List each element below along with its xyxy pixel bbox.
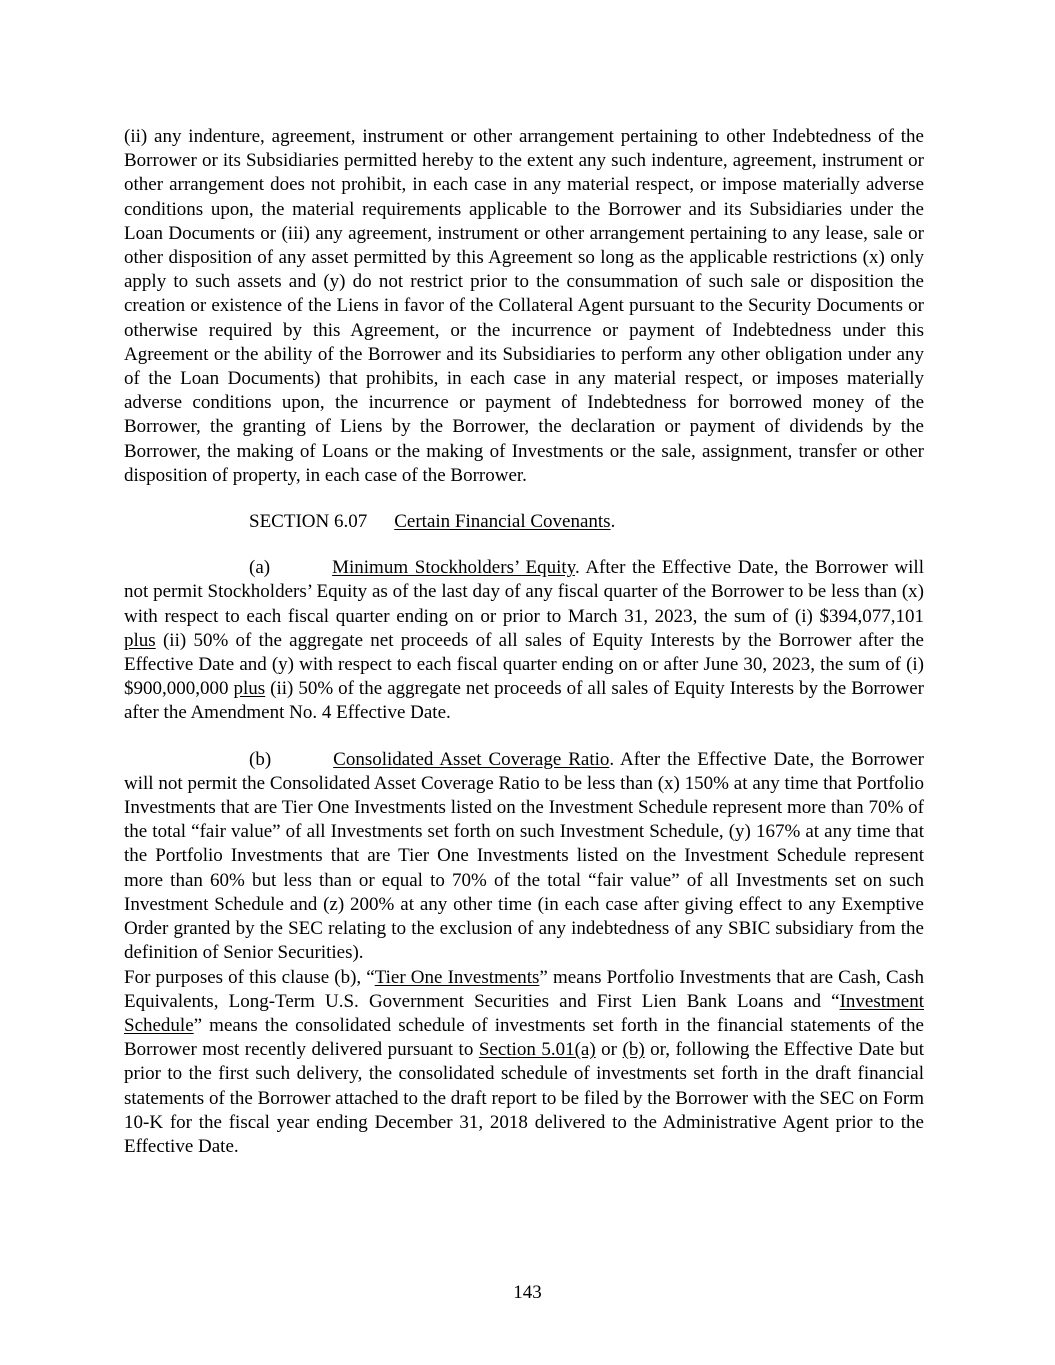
clause-a-text-1: After the Effective Date, the Borrower will not permit Stockholders’ Equity as of the last day of any fiscal quarter of the Borrower to be less than (x) with respect to each fiscal quarter ending on or prior to March 31, 2023, the sum of (i) $394,077,101 [124,557,924,627]
cross-reference-b: (b) [622,1039,645,1061]
clause-b-paragraph [124,748,924,966]
clause-b-definitions [124,966,924,1160]
clause-b-text-5: or [595,1039,623,1061]
clause-a-label: (a) [249,557,271,579]
continuation-paragraph: (ii) any indenture, agreement, instrument or other arrangement pertaining to other Indebtedness of the Borrower or its Subsidiaries permitted hereby to the extent any such indenture, agreement, instrument or other arrangement does not prohibit, in each case in any material respect, or impose materially adverse conditions upon, the material requirements applicable to the Borrower and its Subsidiaries under the Loan Documents or (iii) any agreement, instrument or other arrangement pertaining to any lease, sale or other disposition of any asset permitted by this Agreement so long as the applicable restrictions (x) only apply to such assets and (y) do not restrict prior to the consummation of such sale or disposition the creation or existence of the Liens in favor of the Collateral Agent pursuant to the Security Documents or otherwise required by this Agreement, or the incurrence or payment of Indebtedness under this Agreement or the ability of the Borrower and its Subsidiaries to perform any other obligation under any of the Loan Documents) that prohibits, in each case in any material respect, or imposes materially adverse conditions upon, the incurrence or payment of Indebtedness for borrowed money of the Borrower, the granting of Liens by the Borrower, the declaration or payment of dividends by the Borrower, the making of Loans or the making of Investments or the sale, assignment, transfer or other disposition of property, in each case of the Borrower. [124,126,924,486]
clause-b-label: (b) [249,748,272,770]
clause-b-text-2: For purposes of this clause (b), “ [124,966,375,988]
clause-a-plus-1: plus [124,629,156,651]
section-title: Certain Financial Covenants [394,511,611,533]
clause-b-text-1: After the Effective Date, the Borrower will not permit the Consolidated Asset Coverage Ratio to be less than (x) 150% at any time that Portfolio Investments that are Tier One Investments listed on the Investment Schedule represent more than 70% of the total “fair value” of all Investments set forth on such Investment Schedule, (y) 167% at any time that the Portfolio Investments that are Tier One Investments listed on the Investment Schedule represent more than 60% but less than or equal to 70% of the total “fair value” of all Investments set on such Investment Schedule and (z) 200% at any other time (in each case after giving effect to any Exemptive Order granted by the SEC relating to the exclusion of any indebtedness of any SBIC subsidiary from the definition of Senior Securities). [124,748,924,964]
defined-term-investment-schedule: Investment Schedule [124,990,924,1036]
clause-b-text-3: ” means Portfolio Investments that are Cash, Cash Equivalents, Long-Term U.S. Government Securities and First Lien Bank Loans and “ [124,966,924,1012]
section-period: . [610,511,616,533]
clause-a-text-2: (ii) 50% of the aggregate net proceeds of all sales of Equity Interests by the Borrower after the Effective Date and (y) with respect to each fiscal quarter ending on or after June 30, 2023, the sum of (i) $900,000,000 [124,629,924,700]
clause-a-text-3: (ii) 50% of the aggregate net proceeds of all sales of Equity Interests by the Borrower after the Amendment No. 4 Effective Date. [124,678,925,724]
clause-a-plus-2: plus [233,678,266,700]
defined-term-tier-one-investments: Tier One Investments [374,966,540,988]
clause-a-paragraph [124,556,924,725]
page-number: 143 [513,1282,542,1303]
section-heading [124,510,924,534]
clause-b-heading-period: . [609,748,615,770]
document-page [124,125,924,1159]
clause-a-heading-period: . [574,557,580,579]
clause-b-text-4: ” means the consolidated schedule of investments set forth in the financial statements of the Borrower most recently delivered pursuant to [124,1014,924,1061]
section-number: SECTION 6.07 [249,511,368,533]
cross-reference-section-5-01-a: Section 5.01(a) [478,1039,596,1061]
clause-b-heading: Consolidated Asset Coverage Ratio [333,748,610,770]
clause-a-heading: Minimum Stockholders’ Equity [332,557,575,579]
clause-b-text-6: or, following the Effective Date but prior to the first such delivery, the consolidated schedule of investments set forth in the draft financial statements of the Borrower attached to the draft report to be filed by the Borrower with the SEC on Form 10-K for the fiscal year ending December 31, 2018 delivered to the Administrative Agent prior to the Effective Date. [124,1039,924,1157]
